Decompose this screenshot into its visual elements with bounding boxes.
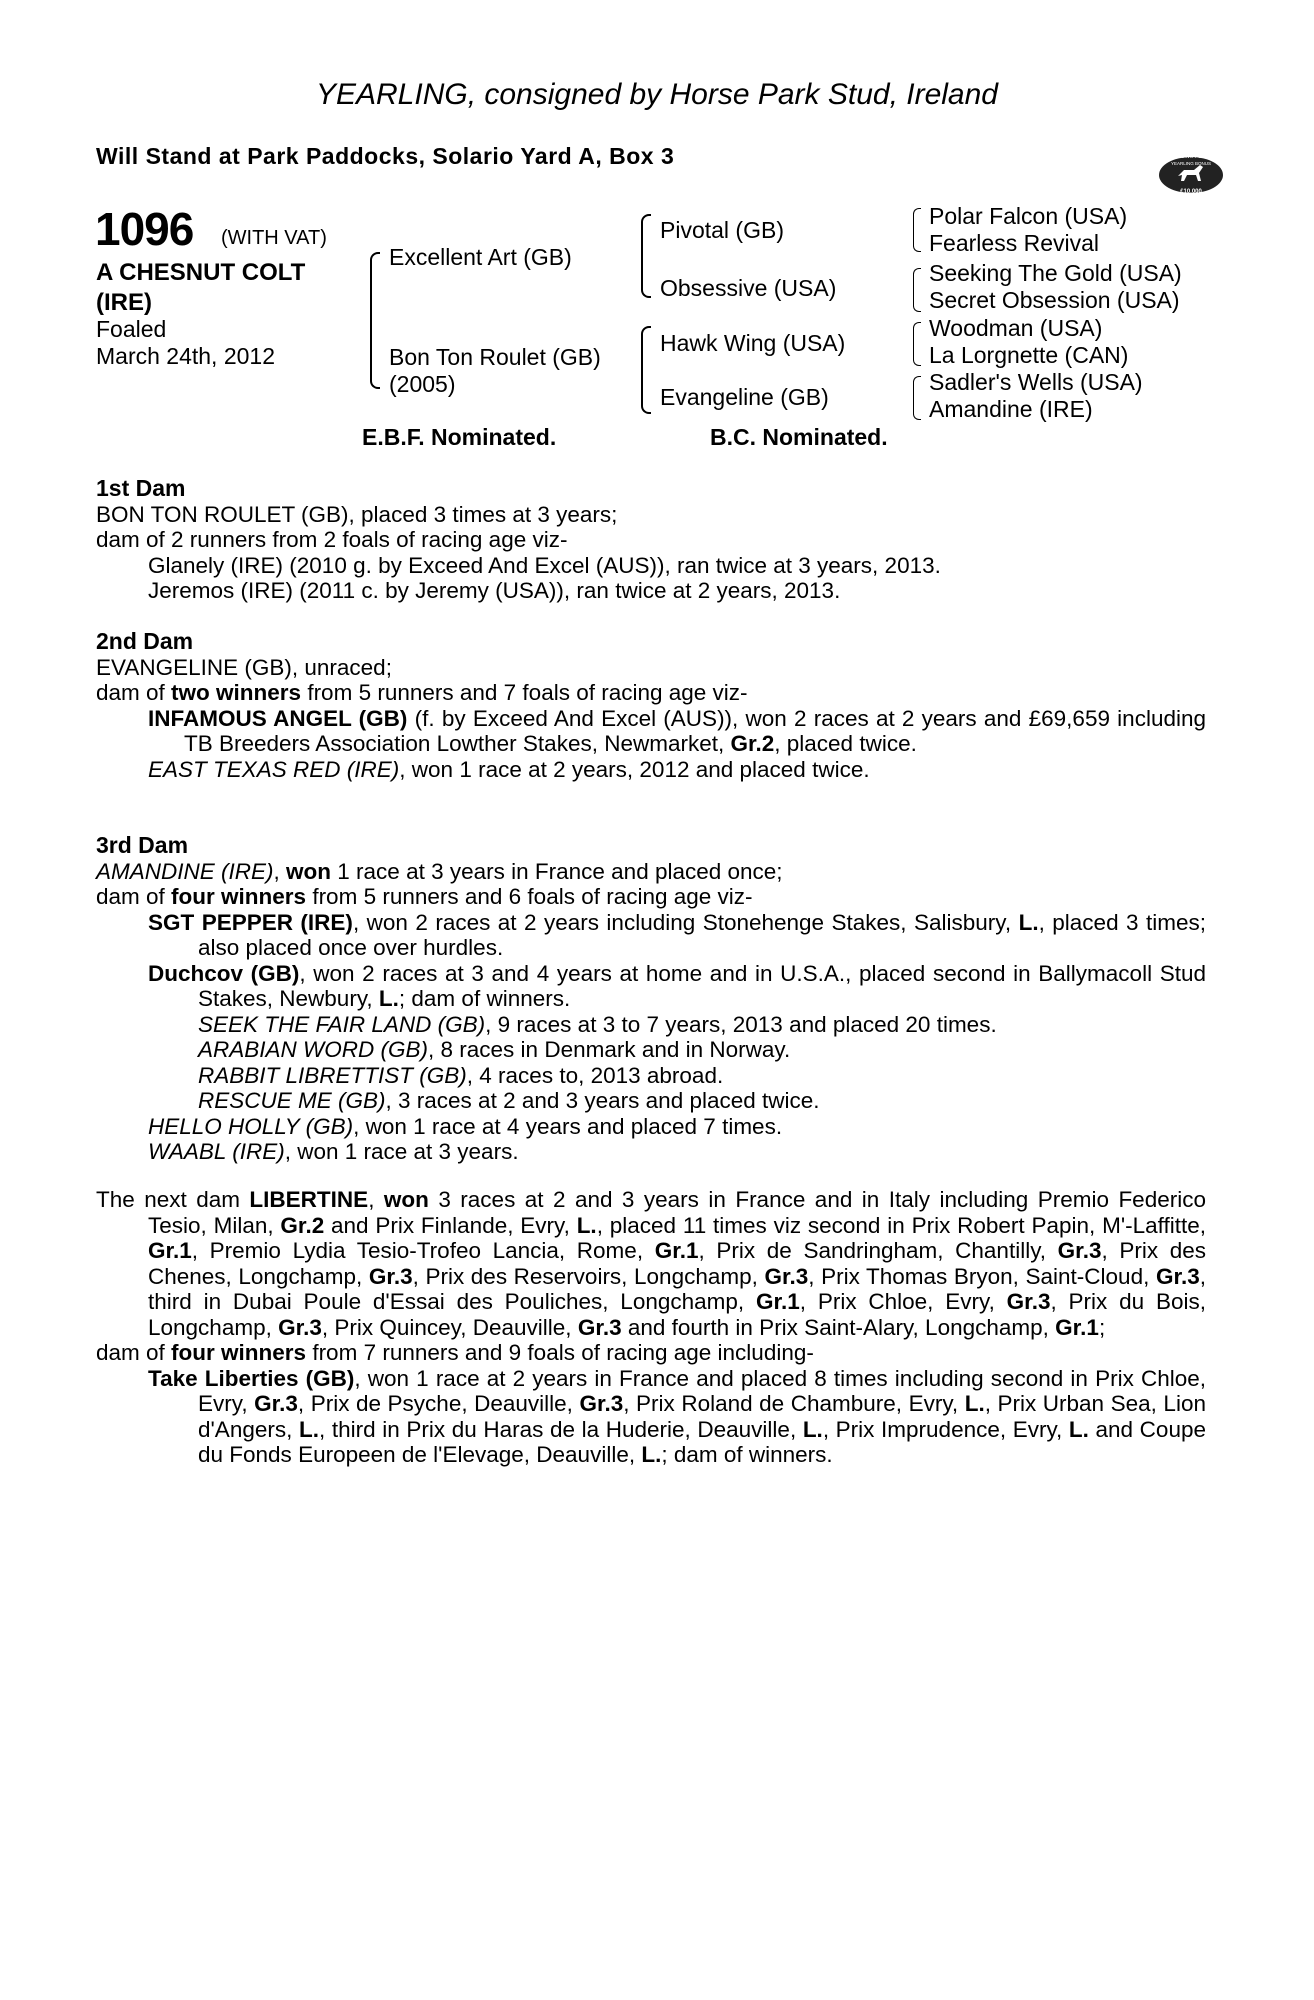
pedigree-sds: Seeking The Gold (USA) [929,260,1182,286]
pedigree-sire-dam: Obsessive (USA) [660,275,837,301]
produce-entry: Take Liberties (GB), won 1 race at 2 years in France and placed 8 times including second in Prix Chloe, Evry, Gr.3, Prix de Psyche, Deauville, Gr.3, Prix Roland de Chambure, Evry, L., Prix Urban Sea, Lion d'Angers, L., third in Prix du Haras de la Huderie, Deauville, L., Prix Imprudence, Evry, L. and Coupe du Fonds Europeen de l'Elevage, Deauville, L.; dam of winners. [148,1365,1206,1467]
produce-entry: INFAMOUS ANGEL (GB) (f. by Exceed And Excel (AUS)), won 2 races at 2 years and £69,659 including TB Breeders Association Lowther Stakes, Newmarket, Gr.2, placed twice. [148,705,1207,756]
svg-text:£10,000: £10,000 [1180,189,1202,195]
pedigree-dam-dam: Evangeline (GB) [660,384,829,410]
second-dam-section [96,629,1206,782]
horse-description-line1: A CHESNUT COLT [96,259,306,286]
pedigree-dsd: La Lorgnette (CAN) [929,342,1129,368]
pedigree-brace-sire [641,214,651,298]
second-dam-produce-summary: dam of two winners from 5 runners and 7 foals of racing age viz- [96,680,748,705]
pedigree-dds: Sadler's Wells (USA) [929,369,1143,395]
pedigree-sire: Excellent Art (GB) [389,244,572,270]
first-dam-section [96,476,1206,604]
next-dam-record: The next dam LIBERTINE, won 3 races at 2 and 3 years in France and in Italy including Premio Federico Tesio, Milan, Gr.2 and Prix Finlande, Evry, L., placed 11 times viz second in Prix Robert Papin, M'-Laffitte, Gr.1, Premio Lydia Tesio-Trofeo Lancia, Rome, Gr.1, Prix de Sandringham, Chantilly, Gr.3, Prix des Chenes, Longchamp, Gr.3, Prix des Reservoirs, Longchamp, Gr.3, Prix Thomas Bryon, Saint-Cloud, Gr.3, third in Dubai Poule d'Essai des Pouliches, Longchamp, Gr.1, Prix Chloe, Evry, Gr.3, Prix du Bois, Longchamp, Gr.3, Prix Quincey, Deauville, Gr.3 and fourth in Prix Saint-Alary, Longchamp, Gr.1; [96,1187,1207,1340]
produce-entry: ARABIAN WORD (GB), 8 races in Denmark and in Norway. [198,1037,791,1062]
next-dam-produce-summary: dam of four winners from 7 runners and 9 foals of racing age including- [96,1340,814,1365]
vat-note: (WITH VAT) [221,227,327,249]
pedigree-brace-sd [913,268,921,312]
produce-entry: Jeremos (IRE) (2011 c. by Jeremy (USA)), ran twice at 2 years, 2013. [148,578,841,603]
pedigree-dam-sire: Hawk Wing (USA) [660,330,846,356]
horse-logo-icon [1158,148,1224,198]
third-dam-line: AMANDINE (IRE), won 1 race at 3 years in France and placed once; [96,858,783,884]
yearling-bonus-badge [1158,148,1224,198]
ebf-nominated: E.B.F. Nominated. [362,424,557,450]
produce-entry: SEEK THE FAIR LAND (GB), 9 races at 3 to 7 years, 2013 and placed 20 times. [198,1011,997,1037]
third-dam-heading: 3rd Dam [96,832,189,858]
stand-location: Will Stand at Park Paddocks, Solario Yard A, Box 3 [96,143,675,169]
second-dam-line: EVANGELINE (GB), unraced; [96,654,392,680]
pedigree-ddd: Amandine (IRE) [929,396,1093,422]
pedigree-brace-dam [641,326,651,414]
svg-text:YEARLING BONUS: YEARLING BONUS [1170,161,1212,166]
bc-nominated: B.C. Nominated. [710,424,888,450]
foaled-label: Foaled [96,316,167,342]
foaled-date: March 24th, 2012 [96,343,276,369]
next-dam-section [96,1187,1206,1468]
produce-entry: EAST TEXAS RED (IRE), won 1 race at 2 years, 2012 and placed twice. [148,756,870,782]
produce-entry: SGT PEPPER (IRE), won 2 races at 2 years including Stonehenge Stakes, Salisbury, L., placed 3 times; also placed once over hurdles. [148,909,1206,960]
pedigree-brace-dd [913,376,921,420]
produce-entry: WAABL (IRE), won 1 race at 3 years. [148,1139,519,1164]
produce-entry: Glanely (IRE) (2010 g. by Exceed And Excel (AUS)), ran twice at 3 years, 2013. [148,552,941,578]
lot-number: 1096 [95,203,194,255]
pedigree-sss: Polar Falcon (USA) [929,203,1128,229]
produce-entry: HELLO HOLLY (GB), won 1 race at 4 years and placed 7 times. [148,1113,783,1139]
pedigree-brace-main [370,252,380,389]
pedigree-brace-ss [913,208,921,252]
horse-description-line2: (IRE) [96,289,152,316]
pedigree-ssd: Fearless Revival [929,230,1099,256]
pedigree-dss: Woodman (USA) [929,315,1103,341]
pedigree-dam: Bon Ton Roulet (GB) [389,344,601,370]
svg-text:RACING POST: RACING POST [1173,154,1209,160]
produce-entry: RABBIT LIBRETTIST (GB), 4 races to, 2013 abroad. [198,1062,724,1088]
pedigree-sire-sire: Pivotal (GB) [660,217,784,243]
first-dam-produce-summary: dam of 2 runners from 2 foals of racing age viz- [96,527,568,552]
catalogue-header: YEARLING, consigned by Horse Park Stud, Ireland [315,78,998,111]
first-dam-line: BON TON ROULET (GB), placed 3 times at 3 years; [96,501,618,527]
third-dam-section [96,833,1206,1165]
pedigree-brace-ds [913,322,921,366]
pedigree-dam-year: (2005) [389,371,456,397]
produce-entry: Duchcov (GB), won 2 races at 3 and 4 years at home and in U.S.A., placed second in Ballymacoll Stud Stakes, Newbury, L.; dam of winners. [148,960,1206,1011]
first-dam-heading: 1st Dam [96,475,186,501]
third-dam-produce-summary: dam of four winners from 5 runners and 6 foals of racing age viz- [96,884,753,909]
second-dam-heading: 2nd Dam [96,628,194,654]
pedigree-sdd: Secret Obsession (USA) [929,287,1180,313]
horse-description [96,258,305,318]
produce-entry: RESCUE ME (GB), 3 races at 2 and 3 years and placed twice. [198,1088,820,1113]
